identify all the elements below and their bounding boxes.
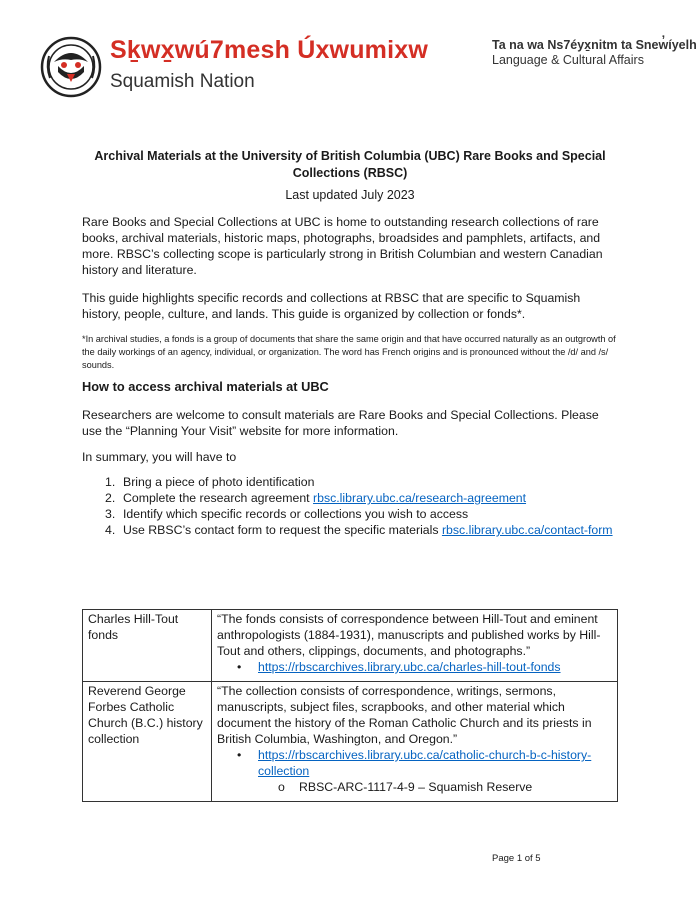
department-native-name: Ta na wa Ns7éyx̱nitm ta Snew̓íyelh — [492, 38, 697, 52]
table-row — [83, 610, 618, 682]
step-number: 3. — [105, 507, 116, 521]
access-paragraph: Researchers are welcome to consult materials are Rare Books and Special Collections. Please use the “Planning Your Visit” website for more information. — [82, 408, 599, 438]
step-text: Complete the research agreement — [123, 491, 314, 505]
record-details — [212, 610, 618, 682]
squamish-crest-icon — [40, 36, 102, 98]
record-subitem — [217, 779, 613, 795]
step-number: 2. — [105, 491, 116, 505]
record-details — [212, 682, 618, 802]
fonds-footnote: *In archival studies, a fonds is a group of documents that share the same origin and that have occurred naturally as an outgrowth of the daily workings of an agency, individual, or organization. The word has French origins and is pronounced without the /d/ and /s/ sounds. — [82, 334, 616, 370]
list-item — [82, 506, 618, 522]
record-subitem-text: RBSC-ARC-1117-4-9 – Squamish Reserve — [299, 780, 533, 794]
step-number: 4. — [105, 523, 116, 537]
nation-name-english: Squamish Nation — [110, 71, 255, 92]
page-number: Page 1 of 5 — [492, 853, 541, 864]
document-title: Archival Materials at the University of British Columbia (UBC) Rare Books and Special Collections (RBSC) — [94, 149, 606, 180]
access-steps-list — [82, 474, 618, 538]
record-description: “The fonds consists of correspondence between Hill-Tout and eminent anthropologists (1884-1931), manuscripts and published works by Hill-Tout and others, clippings, documents, and photographs.” — [217, 612, 601, 658]
list-item — [82, 522, 618, 538]
bullet-icon: • — [237, 748, 242, 762]
step-number: 1. — [105, 475, 116, 489]
record-name: Reverend George Forbes Catholic Church (B.C.) history collection — [83, 682, 212, 802]
circle-bullet-icon: o — [278, 780, 285, 794]
record-name: Charles Hill-Tout fonds — [83, 610, 212, 682]
table-row — [83, 682, 618, 802]
record-link-item — [217, 659, 613, 675]
record-link[interactable]: https://rbscarchives.library.ubc.ca/charles-hill-tout-fonds — [258, 660, 561, 674]
department-english-name: Language & Cultural Affairs — [492, 53, 644, 67]
record-link[interactable]: https://rbscarchives.library.ubc.ca/catholic-church-b-c-history-collection — [258, 748, 592, 778]
list-item — [82, 474, 618, 490]
step-text: Identify which specific records or collections you wish to access — [123, 507, 469, 521]
record-description: “The collection consists of correspondence, writings, sermons, manuscripts, subject files, scrapbooks, and other material which document the history of the Roman Catholic Church and its priests in British Columbia, Washington, and Oregon.” — [217, 684, 592, 746]
last-updated: Last updated July 2023 — [285, 188, 415, 202]
guide-paragraph: This guide highlights specific records and collections at RBSC that are specific to Squamish history, people, culture, and lands. This guide is organized by collection or fonds*. — [82, 291, 581, 321]
summary-intro: In summary, you will have to — [82, 450, 237, 464]
list-item — [82, 490, 618, 506]
step-text: Use RBSC’s contact form to request the specific materials — [123, 523, 442, 537]
research-agreement-link[interactable]: rbsc.library.ubc.ca/research-agreement — [313, 491, 527, 505]
contact-form-link[interactable]: rbsc.library.ubc.ca/contact-form — [441, 523, 613, 537]
bullet-icon: • — [237, 660, 242, 674]
record-link-item — [217, 747, 613, 779]
intro-paragraph: Rare Books and Special Collections at UBC is home to outstanding research collections of rare books, archival materials, historic maps, photographs, broadsides and pamphlets, artifacts, and more. RBSC’s collecting scope is particularly strong in British Columbian and western Canadian history and literature. — [82, 215, 603, 277]
nation-name: Sḵwx̱wú7mesh Úxwumixw — [110, 36, 429, 64]
access-heading: How to access archival materials at UBC — [82, 379, 329, 394]
step-text: Bring a piece of photo identification — [123, 475, 315, 489]
records-table — [82, 609, 618, 802]
